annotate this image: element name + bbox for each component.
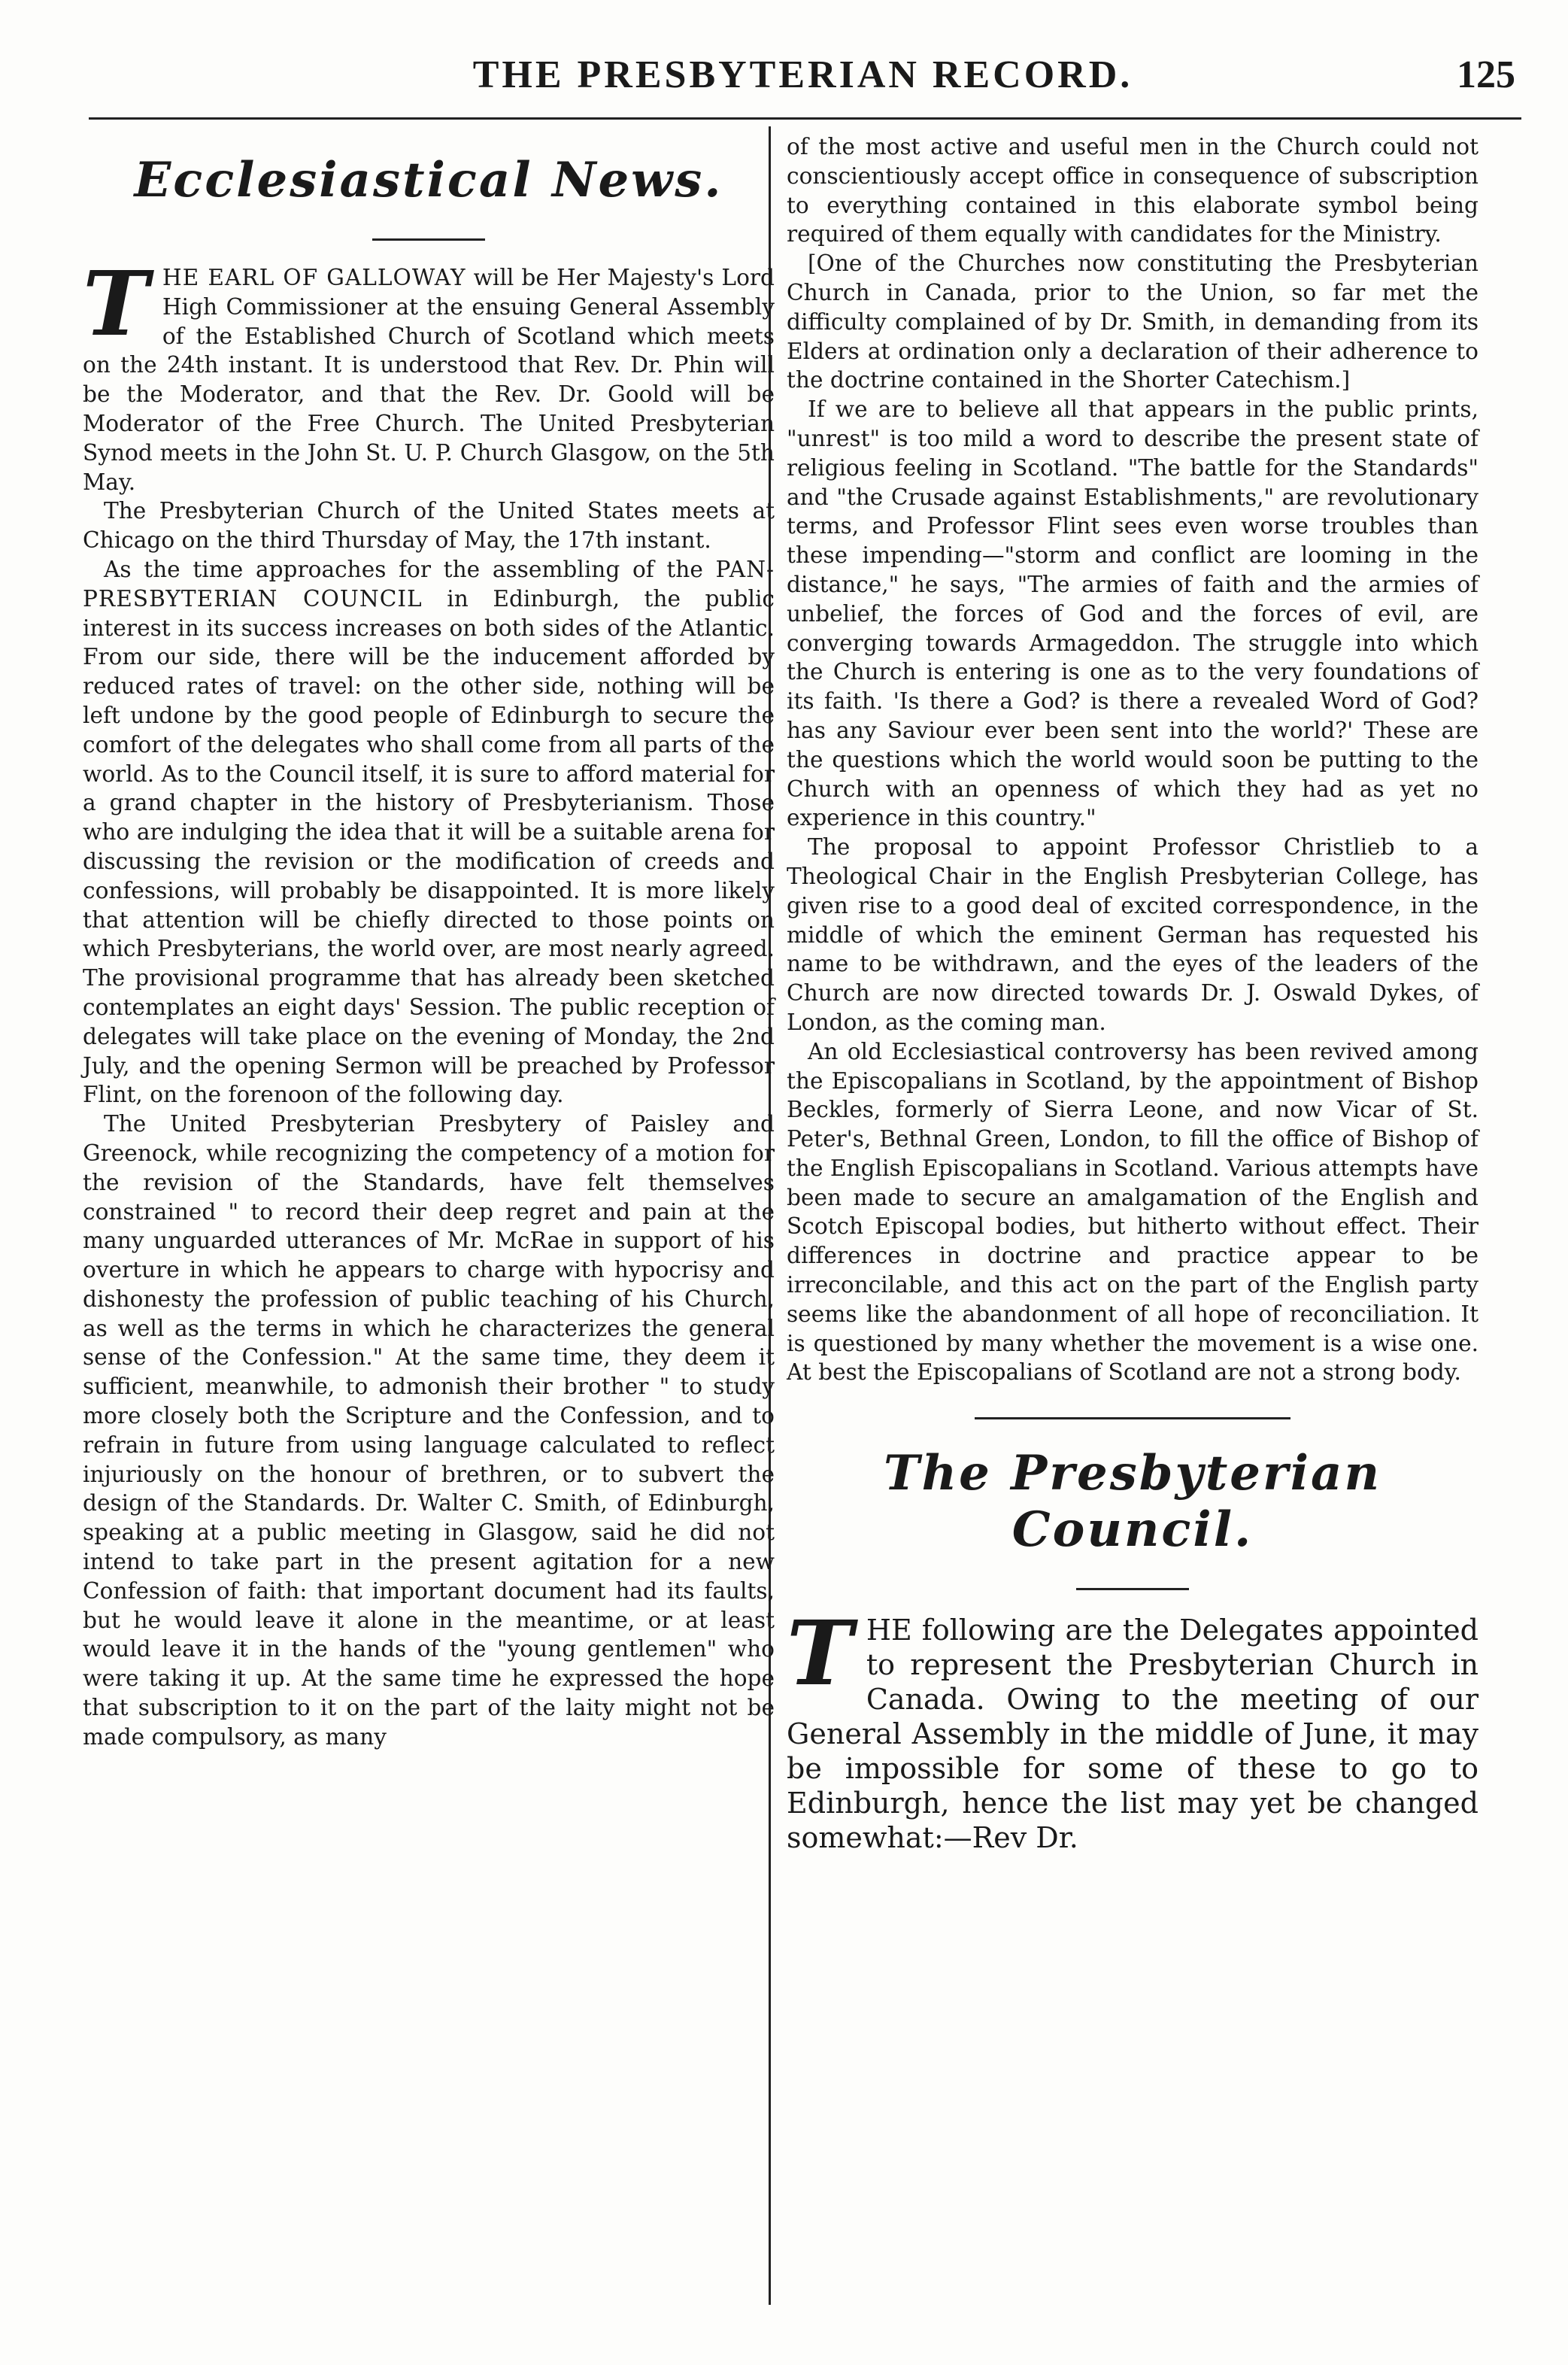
paragraph-text: HE following are the Delegates appointed to represent the Presbyterian Church in Canada. Owing to the meeting of our General Assembly in the middle of June, it may be impossible for some of these to go to Edinburgh, hence the list may yet be changed somewhat:—Rev Dr. bbox=[787, 1614, 1479, 1855]
paragraph-episcopalians: An old Ecclesiastical controversy has been revived among the Episcopalians in Scotland, by the appointment of Bishop Beckles, formerly of Sierra Leone, and now Vicar of St. Peter's, Bethnal Green, London, to fill the office of Bishop of the English Episcopalians in Scotland. Various attempts have been made to secure an amalgamation of the English and Scotch Episcopal bodies, but hitherto without effect. Their differences in doctrine and practice appear to be irreconcilable, and this act on the part of the English party seems like the abandonment of all hope of reconciliation. It is questioned by many whether the movement is a wise one. At best the Episcopalians of Scotland are not a strong body. bbox=[787, 1038, 1479, 1386]
paragraph-text: As the time approaches for the assembling of the bbox=[104, 556, 716, 582]
header-rule bbox=[89, 117, 1521, 120]
paragraph-earl-of-galloway bbox=[83, 251, 775, 496]
paragraph-delegates bbox=[787, 1601, 1479, 1855]
section-heading-presbyterian-council: The Presbyterian Council. bbox=[884, 1445, 1381, 1559]
paragraph-unrest: If we are to believe all that appears in the public prints, "unrest" is too mild a word to describe the present state of religious feeling in Scotland. "The battle for the Standards" and "the Crusade against Establishments," are revolutionary terms, and Professor Flint sees even worse troubles than these impending—"storm and conflict are looming in the distance," he says, "The armies of faith and the armies of unbelief, the forces of God and the forces of evil, are converging towards Armageddon. The struggle into which the Church is entering is one as to the very foundations of its faith. 'Is there a God? is there a revealed Word of God? has any Saviour ever been sent into the world?' These are the questions which the world would soon be putting to the Church with an openness of which they had as yet no experience in this country." bbox=[787, 396, 1479, 831]
publication-title: THE PRESBYTERIAN RECORD. bbox=[472, 53, 1133, 96]
paragraph-us-church: The Presbyterian Church of the United States meets at Chicago on the third Thursday of May, the 17th instant. bbox=[83, 498, 775, 554]
heading-rule bbox=[1076, 1588, 1189, 1590]
lead-in-smallcaps: HE EARL OF GALLOWAY bbox=[162, 265, 466, 290]
council-name-smallcaps: PAN-PRESBYTERIAN COUNCIL bbox=[83, 556, 775, 612]
paragraph-pan-presbyterian bbox=[83, 555, 775, 1110]
paragraph-text: in Edinburgh, the public interest in its success increases on both sides of the Atlantic. From our side, there will be the inducement afforded by reduced rates of travel: on the other side, nothing will be left undone by the good people of Edinburgh to secure the comfort of the delegates who shall come from all parts of the world. As to the Council itself, it is sure to afford material for a grand chapter in the history of Presbyterianism. Those who are indulging the idea that it will be a suitable arena for discussing the revision or the modification of creeds and confessions, will probably be disappointed. It is more likely that attention will be chiefly directed to those points on which Presbyterians, the world over, are most nearly agreed. The provisional programme that has already been sketched contemplates an eight days' Session. The public reception of delegates will take place on the evening of Monday, the 2nd July, and the opening Sermon will be preached by Professor Flint, on the forenoon of the following day. bbox=[83, 585, 775, 1108]
paragraph-christlieb: The proposal to appoint Professor Christlieb to a Theological Chair in the English Presbyterian College, has given rise to a good deal of excited correspondence, in the middle of which the eminent German has requested his name to be withdrawn, and the eyes of the leaders of the Church are now directed towards Dr. J. Oswald Dykes, of London, as the coming man. bbox=[787, 834, 1479, 1035]
heading-rule bbox=[372, 238, 485, 241]
left-column bbox=[83, 132, 775, 1752]
paragraph-paisley-greenock: The United Presbyterian Presbytery of Paisley and Greenock, while recognizing the competency of a motion for the revision of the Standards, have felt themselves constrained " to record their deep regret and pain at the many unguarded utterances of Mr. McRae in support of his overture in which he appears to charge with hypocrisy and dishonesty the profession of public teaching of his Church, as well as the terms in which he characterizes the general sense of the Confession." At the same time, they deem it sufficient, meanwhile, to admonish their brother " to study more closely both the Scripture and the Confession, and to refrain in future from using language calculated to reflect injuriously on the honour of brethren, or to subvert the design of the Standards. Dr. Walter C. Smith, of Edinburgh, speaking at a public meeting in Glasgow, said he did not intend to take part in the present agitation for a new Confession of faith: that important document had its faults, but he would leave it alone in the meantime, or at least would leave it in the hands of the "young gentlemen" who were taking it up. At the same time he expressed the hope that subscription to it on the part of the laity might not be made compulsory, as many bbox=[83, 1111, 775, 1750]
section-heading-ecclesiastical-news: Ecclesiastical News. bbox=[134, 152, 723, 208]
page-number: 125 bbox=[1457, 53, 1515, 96]
paragraph-editorial-note: [One of the Churches now constituting the Presbyterian Church in Canada, prior to the Union, so far met the difficulty complained of by Dr. Smith, in demanding from its Elders at ordination only a declaration of their adherence to the doctrine contained in the Shorter Catechism.] bbox=[787, 250, 1479, 393]
section-separator-rule bbox=[975, 1417, 1290, 1419]
drop-cap: T bbox=[787, 1601, 853, 1706]
running-head bbox=[90, 21, 1515, 96]
drop-cap: T bbox=[83, 251, 149, 356]
paragraph-text: will be Her Majesty's Lord High Commissioner at the ensuing General Assembly of the Established Church of Scotland which meets on the 24th instant. It is understood that Rev. Dr. Phin will be the Moderator, and that the Rev. Dr. Goold will be Moderator of the Free Church. The United Presbyterian Synod meets in the John St. U. P. Church Glasgow, on the 5th May. bbox=[83, 265, 775, 495]
right-column bbox=[787, 132, 1479, 1855]
paragraph-continued: of the most active and useful men in the Church could not conscientiously accept office in consequence of subscription to everything contained in this elaborate symbol being required of them equally with candidates for the Ministry. bbox=[787, 134, 1479, 247]
